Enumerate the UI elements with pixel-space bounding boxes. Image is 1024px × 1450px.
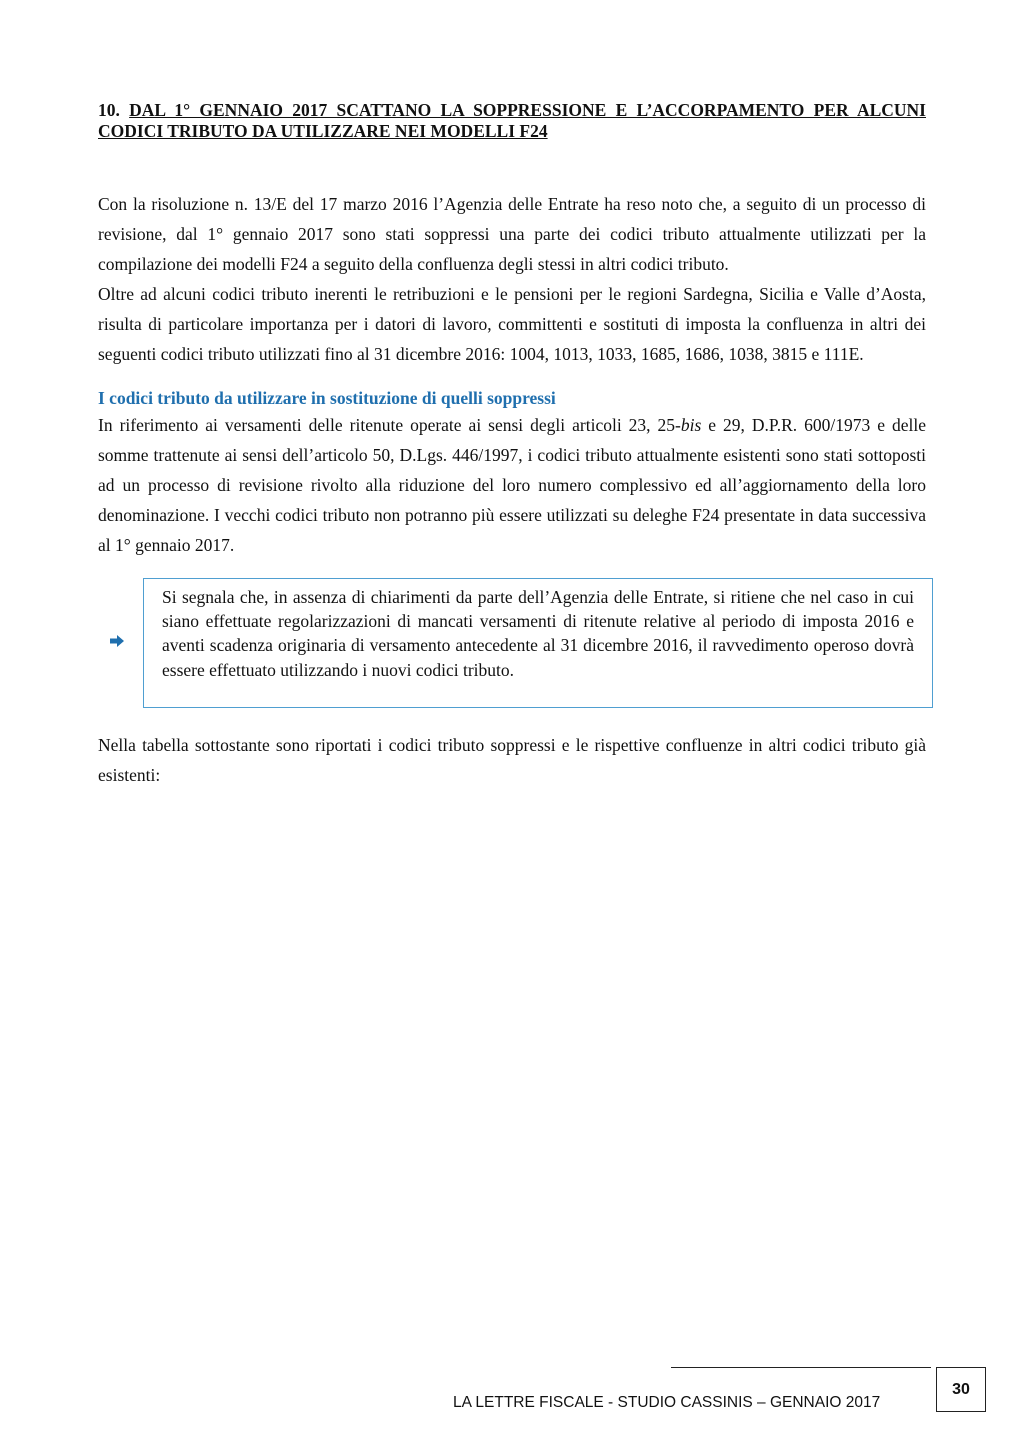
footer-text: LA LETTRE FISCALE - STUDIO CASSINIS – GENNAIO 2017 xyxy=(453,1394,881,1411)
footer-divider xyxy=(671,1367,931,1368)
second-paragraph: Oltre ad alcuni codici tributo inerenti le retribuzioni e le pensioni per le regioni Sardegna, Sicilia e Valle d’Aosta, risulta di particolare importanza per i datori di lavoro, committenti e sostituti di imposta la confluenza in altri dei seguenti codici tributo utilizzati fino al 31 dicembre 2016: 1004, 1013, 1033, 1685, 1686, 1038, 3815 e 111E. xyxy=(98,284,926,364)
subsection-body-part2: e 29, D.P.R. 600/1973 e delle somme trattenute ai sensi dell’articolo 50, D.Lgs. 446/1997, i codici tributo attualmente esistenti sono stati sottoposti ad un processo di revisione rivolto alla riduzione del loro numero complessivo ed all’aggiornamento della loro denominazione. I vecchi codici tributo non potranno più essere utilizzati su deleghe F24 presentate in data successiva al 1° gennaio 2017. xyxy=(98,415,926,555)
arrow-right-icon xyxy=(110,635,124,647)
section-title: DAL 1° GENNAIO 2017 SCATTANO LA SOPPRESSIONE E L’ACCORPAMENTO PER ALCUNI CODICI TRIBUTO DA UTILIZZARE NEI MODELLI F24 xyxy=(98,100,926,141)
note-box: Si segnala che, in assenza di chiarimenti da parte dell’Agenzia delle Entrate, si ritiene che nel caso in cui siano effettuate regolarizzazioni di mancati versamenti di ritenute relative al periodo di imposta 2016 e aventi scadenza originaria di versamento antecedente al 31 dicembre 2016, il ravvedimento operoso dovrà essere effettuato utilizzando i nuovi codici tributo. xyxy=(143,578,933,708)
section-number: 10. xyxy=(98,100,120,120)
subsection-body-italic: bis xyxy=(680,415,702,435)
section-heading xyxy=(98,100,926,142)
subsection-body xyxy=(98,410,926,560)
closing-paragraph: Nella tabella sottostante sono riportati i codici tributo soppressi e le rispettive confluenze in altri codici tributo già esistenti: xyxy=(98,735,926,785)
note-callout xyxy=(98,578,926,710)
subsection-body-part1: In riferimento ai versamenti delle ritenute operate ai sensi degli articoli 23, 25- xyxy=(98,415,681,435)
page-number: 30 xyxy=(936,1367,986,1412)
document-page xyxy=(98,100,926,790)
intro-paragraph: Con la risoluzione n. 13/E del 17 marzo 2016 l’Agenzia delle Entrate ha reso noto che, a seguito di un processo di revisione, dal 1° gennaio 2017 sono stati soppressi una parte dei codici tributo attualmente utilizzati per la compilazione dei modelli F24 a seguito della confluenza degli stessi in altri codici tributo. xyxy=(98,194,926,274)
subsection-title: I codici tributo da utilizzare in sostituzione di quelli soppressi xyxy=(98,388,556,408)
